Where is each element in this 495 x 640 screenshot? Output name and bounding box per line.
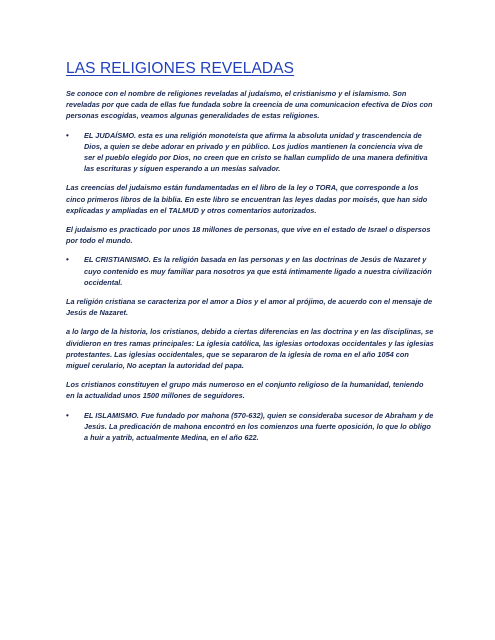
cristianismo-caracter-paragraph: La religión cristiana se caracteriza por el amor a Dios y el amor al prójimo, de acuerdo con el mensaje de Jesús de Nazaret. <box>66 297 433 318</box>
cristianismo-grupo-paragraph: Los cristianos constituyen el grupo más numeroso en el conjunto religioso de la humanidad, teniendo en la actualidad unos 1500 millones de seguidores. <box>66 380 424 401</box>
cristianismo-historia-paragraph: a lo largo de la historia, los cristianos, debido a ciertas diferencias en las doctrina y en las disciplinas, se dividieron en tres ramas principales: La iglesia católica, las iglesias ortodoxas occidentales y las iglesias protestantes. Las iglesias occidentales, que se separaron de la iglesia de roma en el año 1054 con miguel cerulario, No aceptan la autoridad del papa. <box>66 327 434 371</box>
bullet-icon: • <box>66 130 69 140</box>
judaismo-creencias-paragraph: Las creencias del judaismo están fundamentadas en el libro de la ley o TORA, que corresponde a los cinco primeros libros de la biblia. En este libro se encuentran las leyes dadas por moisés, que han sido explicadas y ampliadas en el TALMUD y otros comentarios autorizados. <box>66 183 428 215</box>
bullet-icon: • <box>66 410 69 420</box>
document-body <box>66 88 434 451</box>
islamismo-text: EL ISLAMISMO. Fue fundado por mahona (570-632), quien se consideraba sucesor de Abraham y de Jesús. La predicación de mahona encontró en los comienzos una fuerte oposición, lo que lo obligo a huir a yatrib, actualmente Medina, en el año 622. <box>84 410 434 443</box>
islamismo-list <box>66 410 434 444</box>
judaismo-text: EL JUDAÍSMO. esta es una religión monoteísta que afirma la absoluta unidad y trascendencia de Dios, a quien se debe adorar en privado y en público. Los judíos mantienen la conciencia viva de ser el pueblo elegido por Dios, no creen que en cristo se hallan cumplido de una manera definitiva las escrituras y siguen esperando a un mesías salvador. <box>84 130 428 174</box>
list-item-judaismo <box>66 130 434 175</box>
bullet-icon: • <box>66 255 69 265</box>
list-item-islamismo <box>66 410 434 444</box>
cristianismo-text: EL CRISTIANISMO. Es la religión basada en las personas y en las doctrinas de Jesús de Nazaret y cuyo contenido es muy familiar para nosotros ya que está íntimamente ligado a nuestra civilización occidental. <box>84 255 432 287</box>
intro-paragraph: Se conoce con el nombre de religiones reveladas al judaísmo, el cristianismo y el islamismo. Son reveladas por que cada de ellas fue fundada sobre la creencia de una comunicacion efectiva de Dios con personas escogidas, veamos algunas generalidades de estas religiones. <box>66 89 433 121</box>
cristianismo-list <box>66 254 434 288</box>
document-title: LAS RELIGIONES REVELADAS <box>66 60 295 77</box>
list-item-cristianismo <box>66 254 434 288</box>
judaismo-list <box>66 130 434 175</box>
judaismo-practica-paragraph: El judaismo es practicado por unos 18 millones de personas, que vive en el estado de Israel o dispersos por todo el mundo. <box>66 225 431 246</box>
